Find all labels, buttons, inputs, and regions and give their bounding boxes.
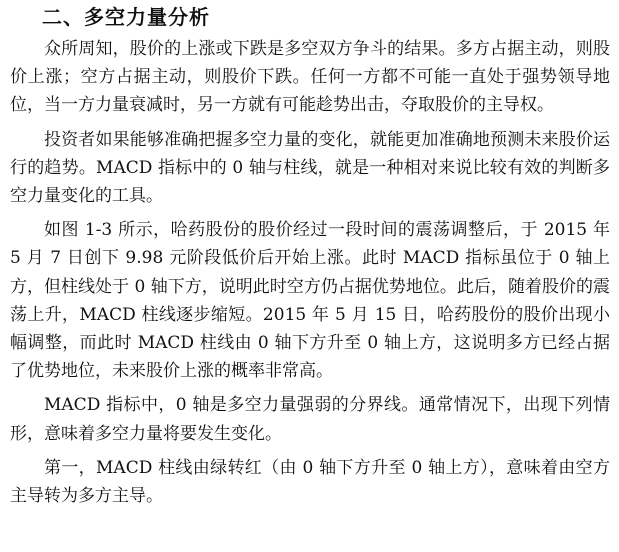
paragraph-2: 投资者如果能够准确把握多空力量的变化，就能更加准确地预测未来股价运行的趋势。MACD 指标中的 0 轴与柱线，就是一种相对来说比较有效的判断多空力量变化的工具。 [10, 129, 610, 207]
paragraph-3: 如图 1-3 所示，哈药股份的股价经过一段时间的震荡调整后，于 2015 年 5 月 7 日创下 9.98 元阶段低价后开始上涨。此时 MACD 指标虽位于 0 轴上方，但柱线处于 0 轴下方，说明此时空方仍占据优势地位。此后，随着股价的震荡上升，MACD 柱线逐步缩短。2015 年 5 月 15 日，哈药股份的股价出现小幅调整，而此时 MACD 柱线由 0 轴下方升至 0 轴上方，这说明多方已经占据了优势地位，未来股价上涨的概率非常高。 [10, 220, 610, 382]
section-heading: 二、多空力量分析 [42, 5, 210, 29]
body-text [10, 35, 610, 516]
paragraph-5: 第一，MACD 柱线由绿转红（由 0 轴下方升至 0 轴上方），意味着由空方主导转为多方主导。 [10, 457, 610, 507]
paragraph-1: 众所周知，股价的上涨或下跌是多空双方争斗的结果。多方占据主动，则股价上涨；空方占据主动，则股价下跌。任何一方都不可能一直处于强势领导地位，当一方力量衰减时，另一方就有可能趁势出击，夺取股价的主导权。 [10, 39, 610, 116]
paragraph-4: MACD 指标中，0 轴是多空力量强弱的分界线。通常情况下，出现下列情形，意味着多空力量将要发生变化。 [10, 395, 610, 444]
